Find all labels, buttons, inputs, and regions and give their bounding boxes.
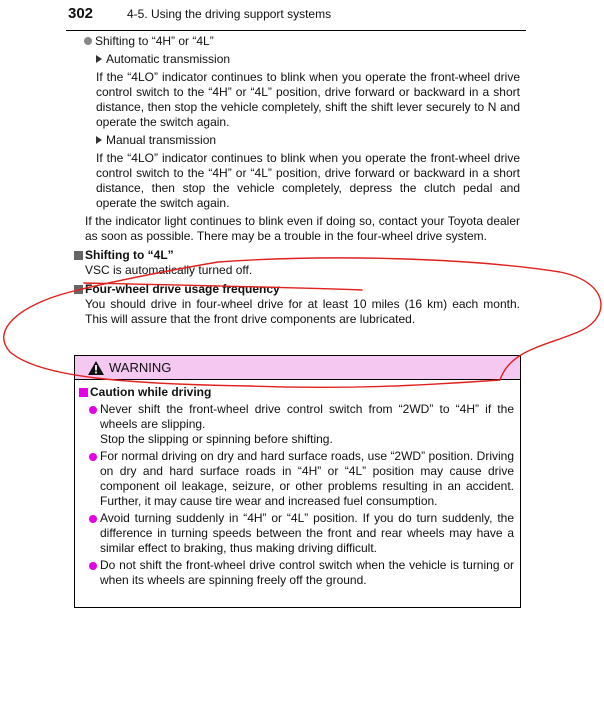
warning-title: WARNING bbox=[109, 360, 172, 375]
warning-header bbox=[75, 356, 520, 380]
magenta-bullet-icon bbox=[89, 406, 97, 414]
warning-item: Do not shift the front-wheel drive control switch when the vehicle is turning or when its wheels are spinning freely off the ground. bbox=[89, 558, 514, 588]
magenta-bullet-icon bbox=[89, 515, 97, 523]
magenta-bullet-icon bbox=[89, 562, 97, 570]
shifting-4l-heading: Shifting to “4L” bbox=[74, 248, 520, 263]
triangle-bullet-icon bbox=[96, 55, 102, 63]
gray-bullet-icon bbox=[84, 37, 92, 45]
usage-frequency-heading: Four-wheel drive usage frequency bbox=[74, 282, 520, 297]
square-bullet-icon bbox=[74, 285, 83, 294]
caution-heading: Caution while driving bbox=[79, 385, 514, 400]
warning-content bbox=[75, 380, 520, 588]
usage-frequency-text: You should drive in four-wheel drive for at least 10 miles (16 km) each month. This will assure that the front drive components are lubricated. bbox=[85, 297, 520, 326]
manual-body bbox=[74, 34, 520, 327]
warning-item: Never shift the front-wheel drive control switch from “2WD” to “4H” if the wheels are slipping. Stop the slipping or spinning before shifting. bbox=[89, 402, 514, 447]
square-bullet-icon bbox=[74, 251, 83, 260]
automatic-transmission-text: If the “4LO” indicator continues to blink when you operate the front-wheel drive control switch to the “4H” or “4L” position, drive forward or backward in a short distance, then stop the vehicle completely, shift the shift lever securely to N and operate the switch again. bbox=[96, 70, 520, 129]
warning-item: For normal driving on dry and hard surface roads, use “2WD” position. Driving on dry and hard surface roads in “4H” or “4L” position may cause drive component oil leakage, seizure, or other problems resulting in an accident. Further, it may cause tire wear and increased fuel consumption. bbox=[89, 449, 514, 509]
warning-item: Avoid turning suddenly in “4H” or “4L” position. If you do turn suddenly, the difference in turning speeds between the front and rear wheels may have a similar effect to braking, thus making driving difficult. bbox=[89, 511, 514, 556]
automatic-transmission-heading: Automatic transmission bbox=[96, 52, 520, 67]
warning-triangle-icon bbox=[87, 360, 105, 376]
manual-transmission-text: If the “4LO” indicator continues to blink when you operate the front-wheel drive control switch to the “4H” or “4L” position, drive forward or backward in a short distance, then stop the vehicle completely, depress the clutch pedal and operate the switch again. bbox=[96, 151, 520, 210]
section-title: 4-5. Using the driving support systems bbox=[127, 7, 332, 21]
warning-box bbox=[74, 355, 521, 608]
triangle-bullet-icon bbox=[96, 136, 102, 144]
indicator-note: If the indicator light continues to blink even if doing so, contact your Toyota dealer as soon as possible. There may be a trouble in the four-wheel drive system. bbox=[85, 214, 520, 243]
shifting-4h-4l-heading: Shifting to “4H” or “4L” bbox=[84, 34, 520, 49]
page-number: 302 bbox=[68, 5, 94, 22]
shifting-4l-text: VSC is automatically turned off. bbox=[85, 263, 253, 277]
manual-transmission-heading: Manual transmission bbox=[96, 133, 520, 148]
magenta-square-icon bbox=[79, 388, 88, 397]
magenta-bullet-icon bbox=[89, 453, 97, 461]
page-header bbox=[66, 2, 526, 31]
